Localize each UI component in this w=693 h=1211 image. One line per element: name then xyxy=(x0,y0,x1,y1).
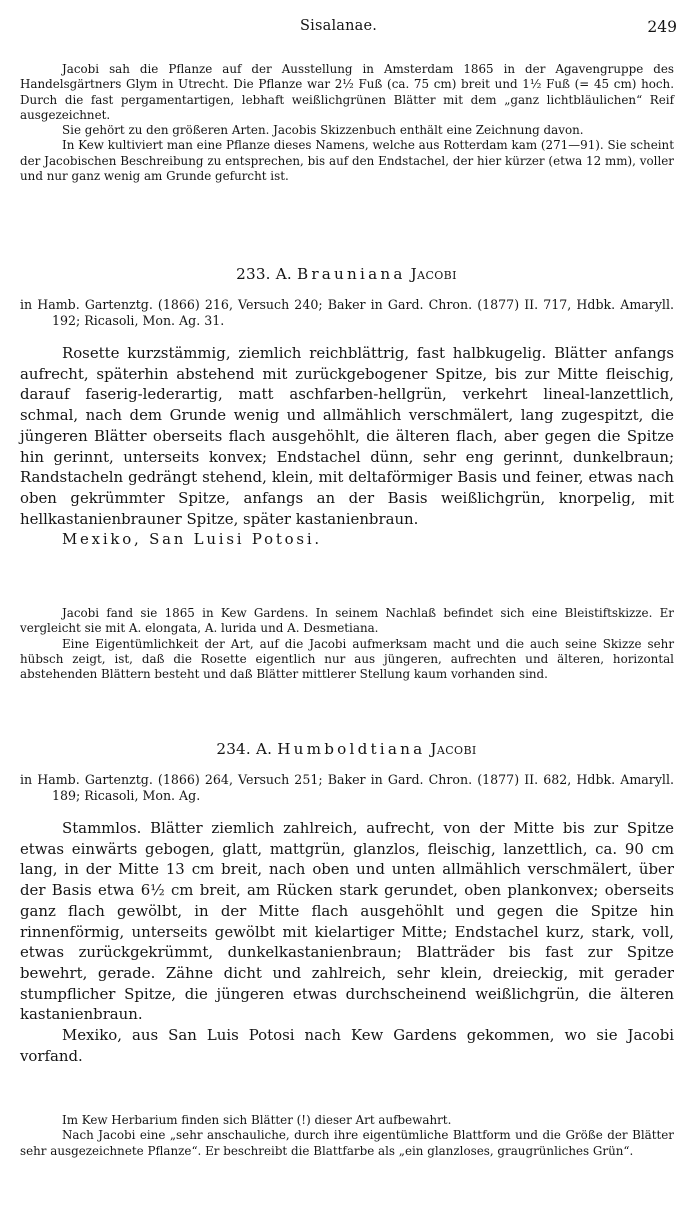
species-234-notes xyxy=(20,1113,674,1159)
reference-text: in Hamb. Gartenztg. (1866) 264, Versuch 251; Baker in Gard. Chron. (1877) II. 682, Hdbk. Amaryll. 189; Ricasoli, Mon. Ag. xyxy=(20,772,674,804)
intro-paragraph-2: Sie gehört zu den größeren Arten. Jacobis Skizzenbuch enthält eine Zeichnung davon. xyxy=(62,123,584,138)
page-number: 249 xyxy=(647,18,677,36)
species-233-reference xyxy=(20,297,674,330)
reference-text: in Hamb. Gartenztg. (1866) 216, Versuch 240; Baker in Gard. Chron. (1877) II. 717, Hdbk. Amaryll. 192; Ricasoli, Mon. Ag. 31. xyxy=(20,297,674,329)
species-epithet: Humboldtiana xyxy=(277,740,426,758)
intro-notes xyxy=(20,62,674,184)
intro-paragraph-3: In Kew kultiviert man eine Pflanze dieses Namens, welche aus Rotterdam kam (271—91). Sie scheint der Jacobischen Beschreibung zu entsprechen, bis auf den Endstachel, der hier kürzer (etwa 12 mm), voller und nur ganz wenig am Grunde gefurcht ist. xyxy=(20,138,674,184)
species-233-notes xyxy=(20,606,674,682)
species-234-reference xyxy=(20,772,674,805)
species-233-description xyxy=(20,343,674,550)
locality-text: Mexiko, aus San Luis Potosi nach Kew Gardens gekommen, wo sie Jacobi vorfand. xyxy=(20,1026,674,1065)
species-number: 233. xyxy=(236,265,271,283)
running-header xyxy=(0,18,693,40)
species-234-description xyxy=(20,818,674,1066)
intro-paragraph-1: Jacobi sah die Pflanze auf der Ausstellung in Amsterdam 1865 in der Agavengruppe des Handelsgärtners Glym in Utrecht. Die Pflanze war 2½ Fuß (ca. 75 cm) breit und 1½ Fuß (= 45 cm) hoch. Durch die fast pergamentartigen, lebhaft weißlichgrünen Blätter mit dem „ganz lichtbläulichen“ Reif ausgezeichnet. xyxy=(20,62,674,122)
locality-text: Mexiko, San Luisi Potosi. xyxy=(62,530,322,549)
note-paragraph-2: Eine Eigentümlichkeit der Art, auf die Jacobi aufmerksam macht und die auch seine Skizze sehr hübsch zeigt, ist, daß die Rosette eigentlich nur aus jüngeren, aufrechten und älteren, horizontal abstehenden Blättern besteht und daß Blätter mittlerer Stellung kaum vorhanden sind. xyxy=(20,636,674,682)
note-paragraph-1: Im Kew Herbarium finden sich Blätter (!) dieser Art aufbewahrt. xyxy=(62,1113,452,1127)
species-genus: A. xyxy=(275,265,292,283)
species-234-heading xyxy=(0,740,693,758)
section-title: Sisalanae. xyxy=(300,18,378,34)
species-author: Jacobi xyxy=(410,265,457,283)
species-genus: A. xyxy=(255,740,273,758)
description-text: Rosette kurzstämmig, ziemlich reichblättrig, fast halbkugelig. Blätter anfangs aufrecht, späterhin abstehend mit zurückgebogener Spitze, bis zur Mitte fleischig, darauf faserig-lederartig, matt aschfarben-hellgrün, verkehrt lineal-lanzettlich, schmal, nach dem Grunde wenig und allmählich verschmälert, lang zugespitzt, die jüngeren Blätter oberseits flach ausgehöhlt, die älteren flach, aber gegen die Spitze hin gerinnt, unterseits konvex; Endstachel dünn, sehr eng gerinnt, dunkelbraun; Randstacheln gedrängt stehend, klein, mit deltaförmiger Basis und feiner, etwas nach oben gekrümmter Spitze, anfangs an der Basis weißlichgrün, knorpelig, mit hellkastanienbrauner Spitze, später kastanienbraun. xyxy=(20,344,674,528)
note-paragraph-2: Nach Jacobi eine „sehr anschauliche, durch ihre eigentümliche Blattform und die Größe der Blätter sehr ausgezeichnete Pflanze“. Er beschreibt die Blattfarbe als „ein glanzloses, graugrünliches Grün“. xyxy=(20,1128,674,1158)
species-233-heading xyxy=(0,265,693,283)
species-author: Jacobi xyxy=(430,740,477,758)
species-number: 234. xyxy=(216,740,251,758)
note-paragraph-1: Jacobi fand sie 1865 in Kew Gardens. In seinem Nachlaß befindet sich eine Bleistiftskizze. Er vergleicht sie mit A. elongata, A. lurida und A. Desmetiana. xyxy=(20,606,674,636)
species-epithet: Brauniana xyxy=(296,265,406,283)
description-text: Stammlos. Blätter ziemlich zahlreich, aufrecht, von der Mitte bis zur Spitze etwas einwärts gebogen, glatt, mattgrün, glanzlos, fleischig, lanzettlich, ca. 90 cm lang, in der Mitte 13 cm breit, nach oben und unten allmählich verschmälert, über der Basis etwa 6½ cm breit, am Rücken stark gerundet, oben plankonvex; oberseits ganz flach gewölbt, in der Mitte flach ausgehöhlt und gegen die Spitze hin rinnenförmig, unterseits gewölbt mit kielartiger Mitte; Endstachel kurz, stark, voll, etwas zurückgekrümmt, dunkelkastanienbraun; Blatträder bis fast zur Spitze bewehrt, gerade. Zähne dicht und zahlreich, sehr klein, dreieckig, mit gerader stumpflicher Spitze, die jüngeren etwas durchscheinend weißlichgrün, die älteren kastanienbraun. xyxy=(20,819,674,1024)
